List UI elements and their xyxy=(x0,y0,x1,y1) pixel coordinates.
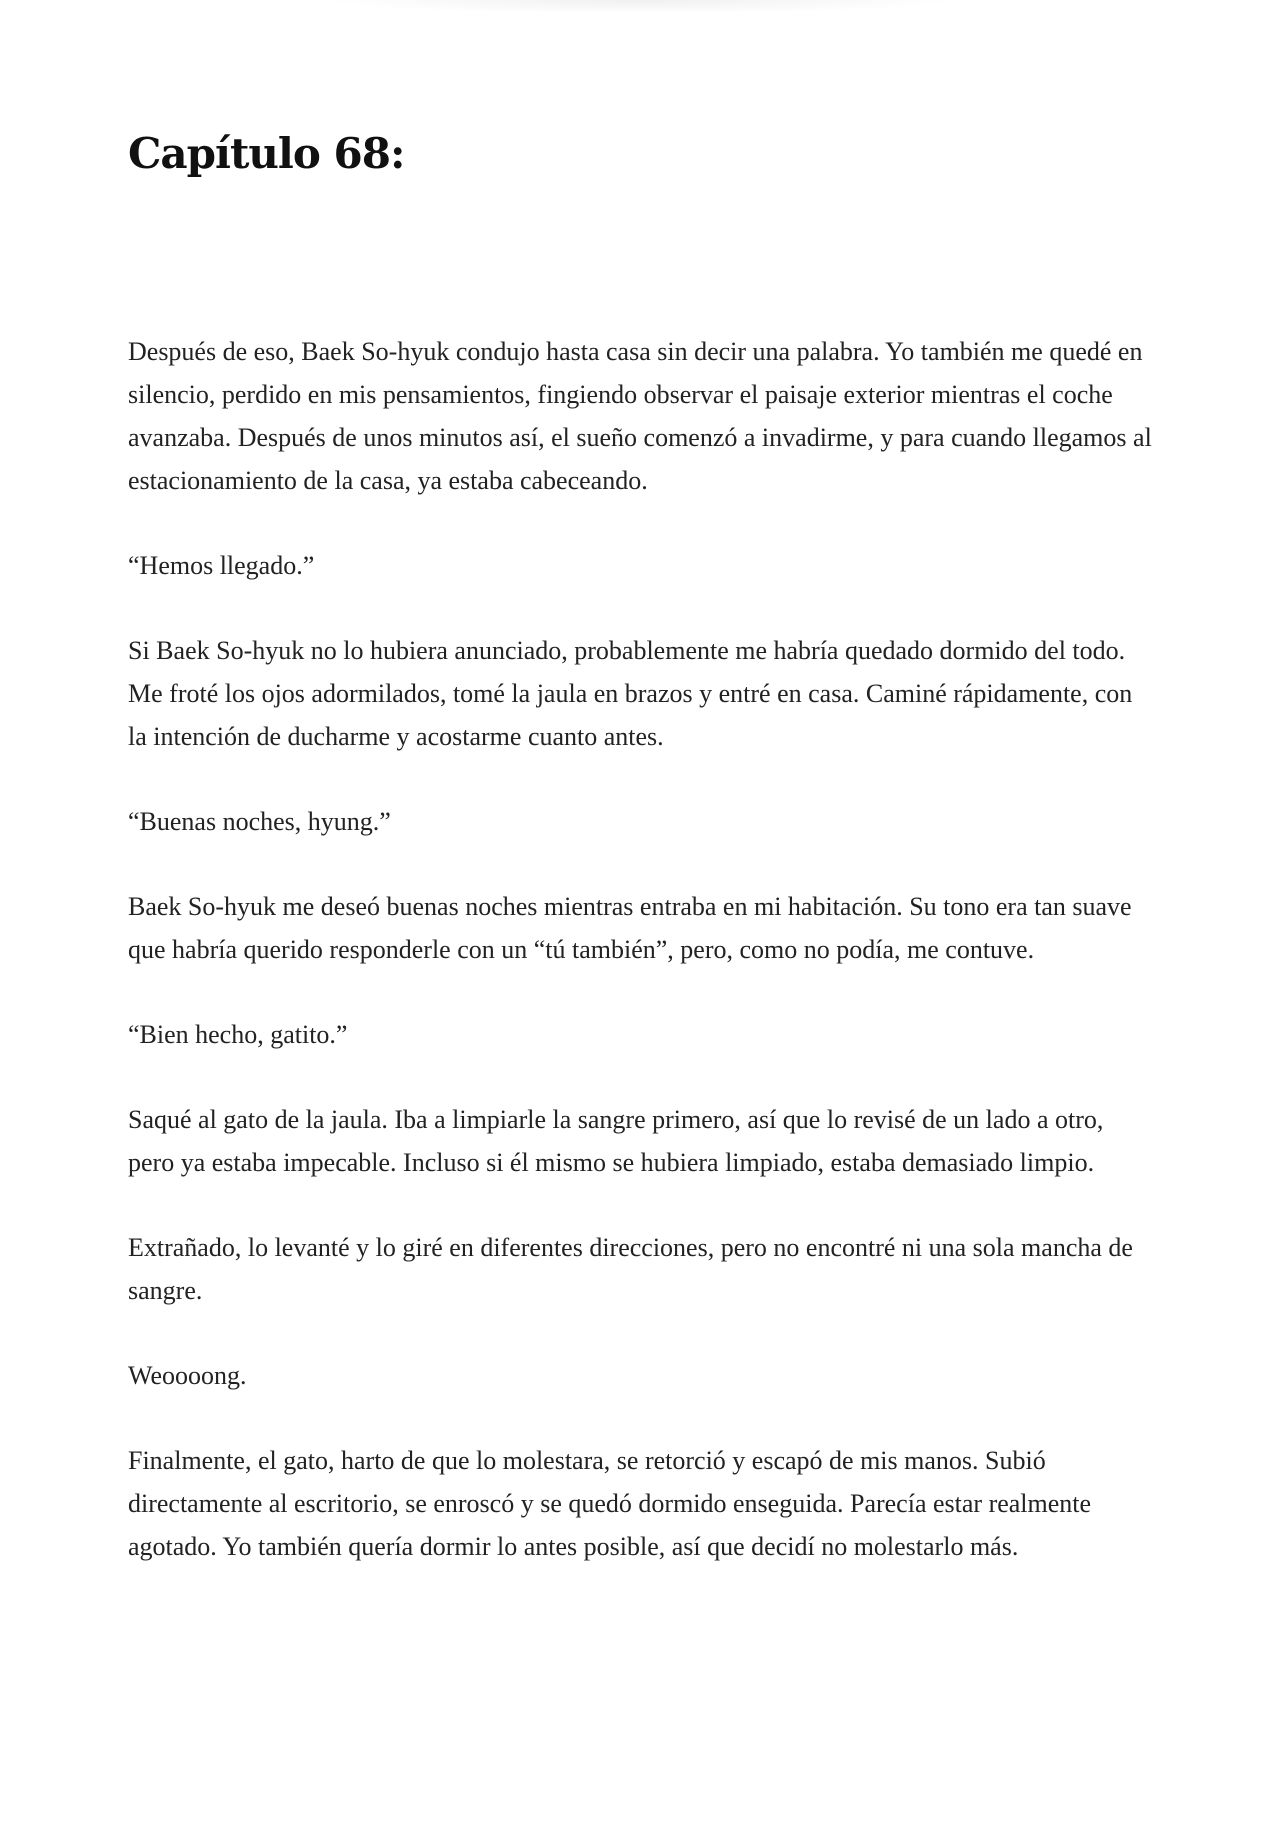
paragraph: Si Baek So-hyuk no lo hubiera anunciado, probablemente me habría quedado dormido del todo. Me froté los ojos adormilados, tomé la jaula en brazos y entré en casa. Caminé rápidamente, con la intención de ducharme y acostarme cuanto antes. xyxy=(128,636,1133,751)
paragraph: Baek So-hyuk me deseó buenas noches mientras entraba en mi habitación. Su tono era tan suave que habría querido responderle con un “tú también”, pero, como no podía, me contuve. xyxy=(128,892,1132,964)
chapter-title: Capítulo 68: xyxy=(128,129,405,178)
paragraph: Después de eso, Baek So-hyuk condujo hasta casa sin decir una palabra. Yo también me quedé en silencio, perdido en mis pensamientos, fingiendo observar el paisaje exterior mientras el coche avanzaba. Después de unos minutos así, el sueño comenzó a invadirme, y para cuando llegamos al estacionamiento de la casa, ya estaba cabeceando. xyxy=(128,337,1152,495)
chapter-body xyxy=(128,330,1152,1568)
paragraph: “Hemos llegado.” xyxy=(128,551,315,580)
paragraph: Finalmente, el gato, harto de que lo molestara, se retorció y escapó de mis manos. Subió directamente al escritorio, se enroscó y se quedó dormido enseguida. Parecía estar realmente agotado. Yo también quería dormir lo antes posible, así que decidí no molestarlo más. xyxy=(128,1446,1092,1561)
paragraph: Weoooong. xyxy=(128,1361,247,1390)
paragraph: Extrañado, lo levanté y lo giré en diferentes direcciones, pero no encontré ni una sola mancha de sangre. xyxy=(128,1233,1133,1305)
paragraph: Saqué al gato de la jaula. Iba a limpiarle la sangre primero, así que lo revisé de un lado a otro, pero ya estaba impecable. Incluso si él mismo se hubiera limpiado, estaba demasiado limpio. xyxy=(128,1105,1104,1177)
paragraph: “Buenas noches, hyung.” xyxy=(128,807,391,836)
paragraph: “Bien hecho, gatito.” xyxy=(128,1020,348,1049)
